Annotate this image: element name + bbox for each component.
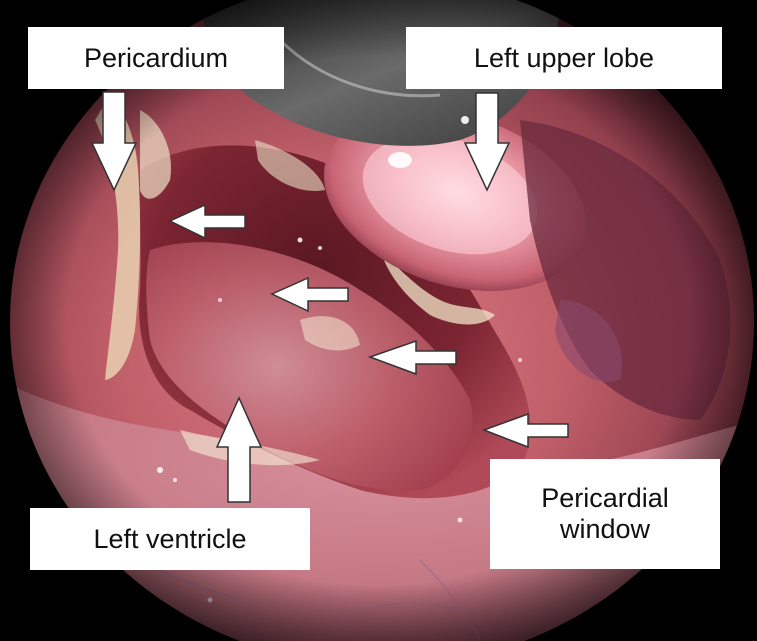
- label-pericardium: [28, 27, 284, 89]
- label-left-upper-lobe-text: Left upper lobe: [473, 42, 655, 73]
- label-left-ventricle-text: Left ventricle: [93, 523, 247, 554]
- label-left-ventricle: [30, 508, 310, 570]
- label-pericardial-window-text: Pericardial window: [541, 483, 669, 544]
- label-left-upper-lobe: [406, 27, 722, 89]
- label-pericardium-text: Pericardium: [83, 42, 229, 73]
- label-pericardial-window: [490, 459, 720, 569]
